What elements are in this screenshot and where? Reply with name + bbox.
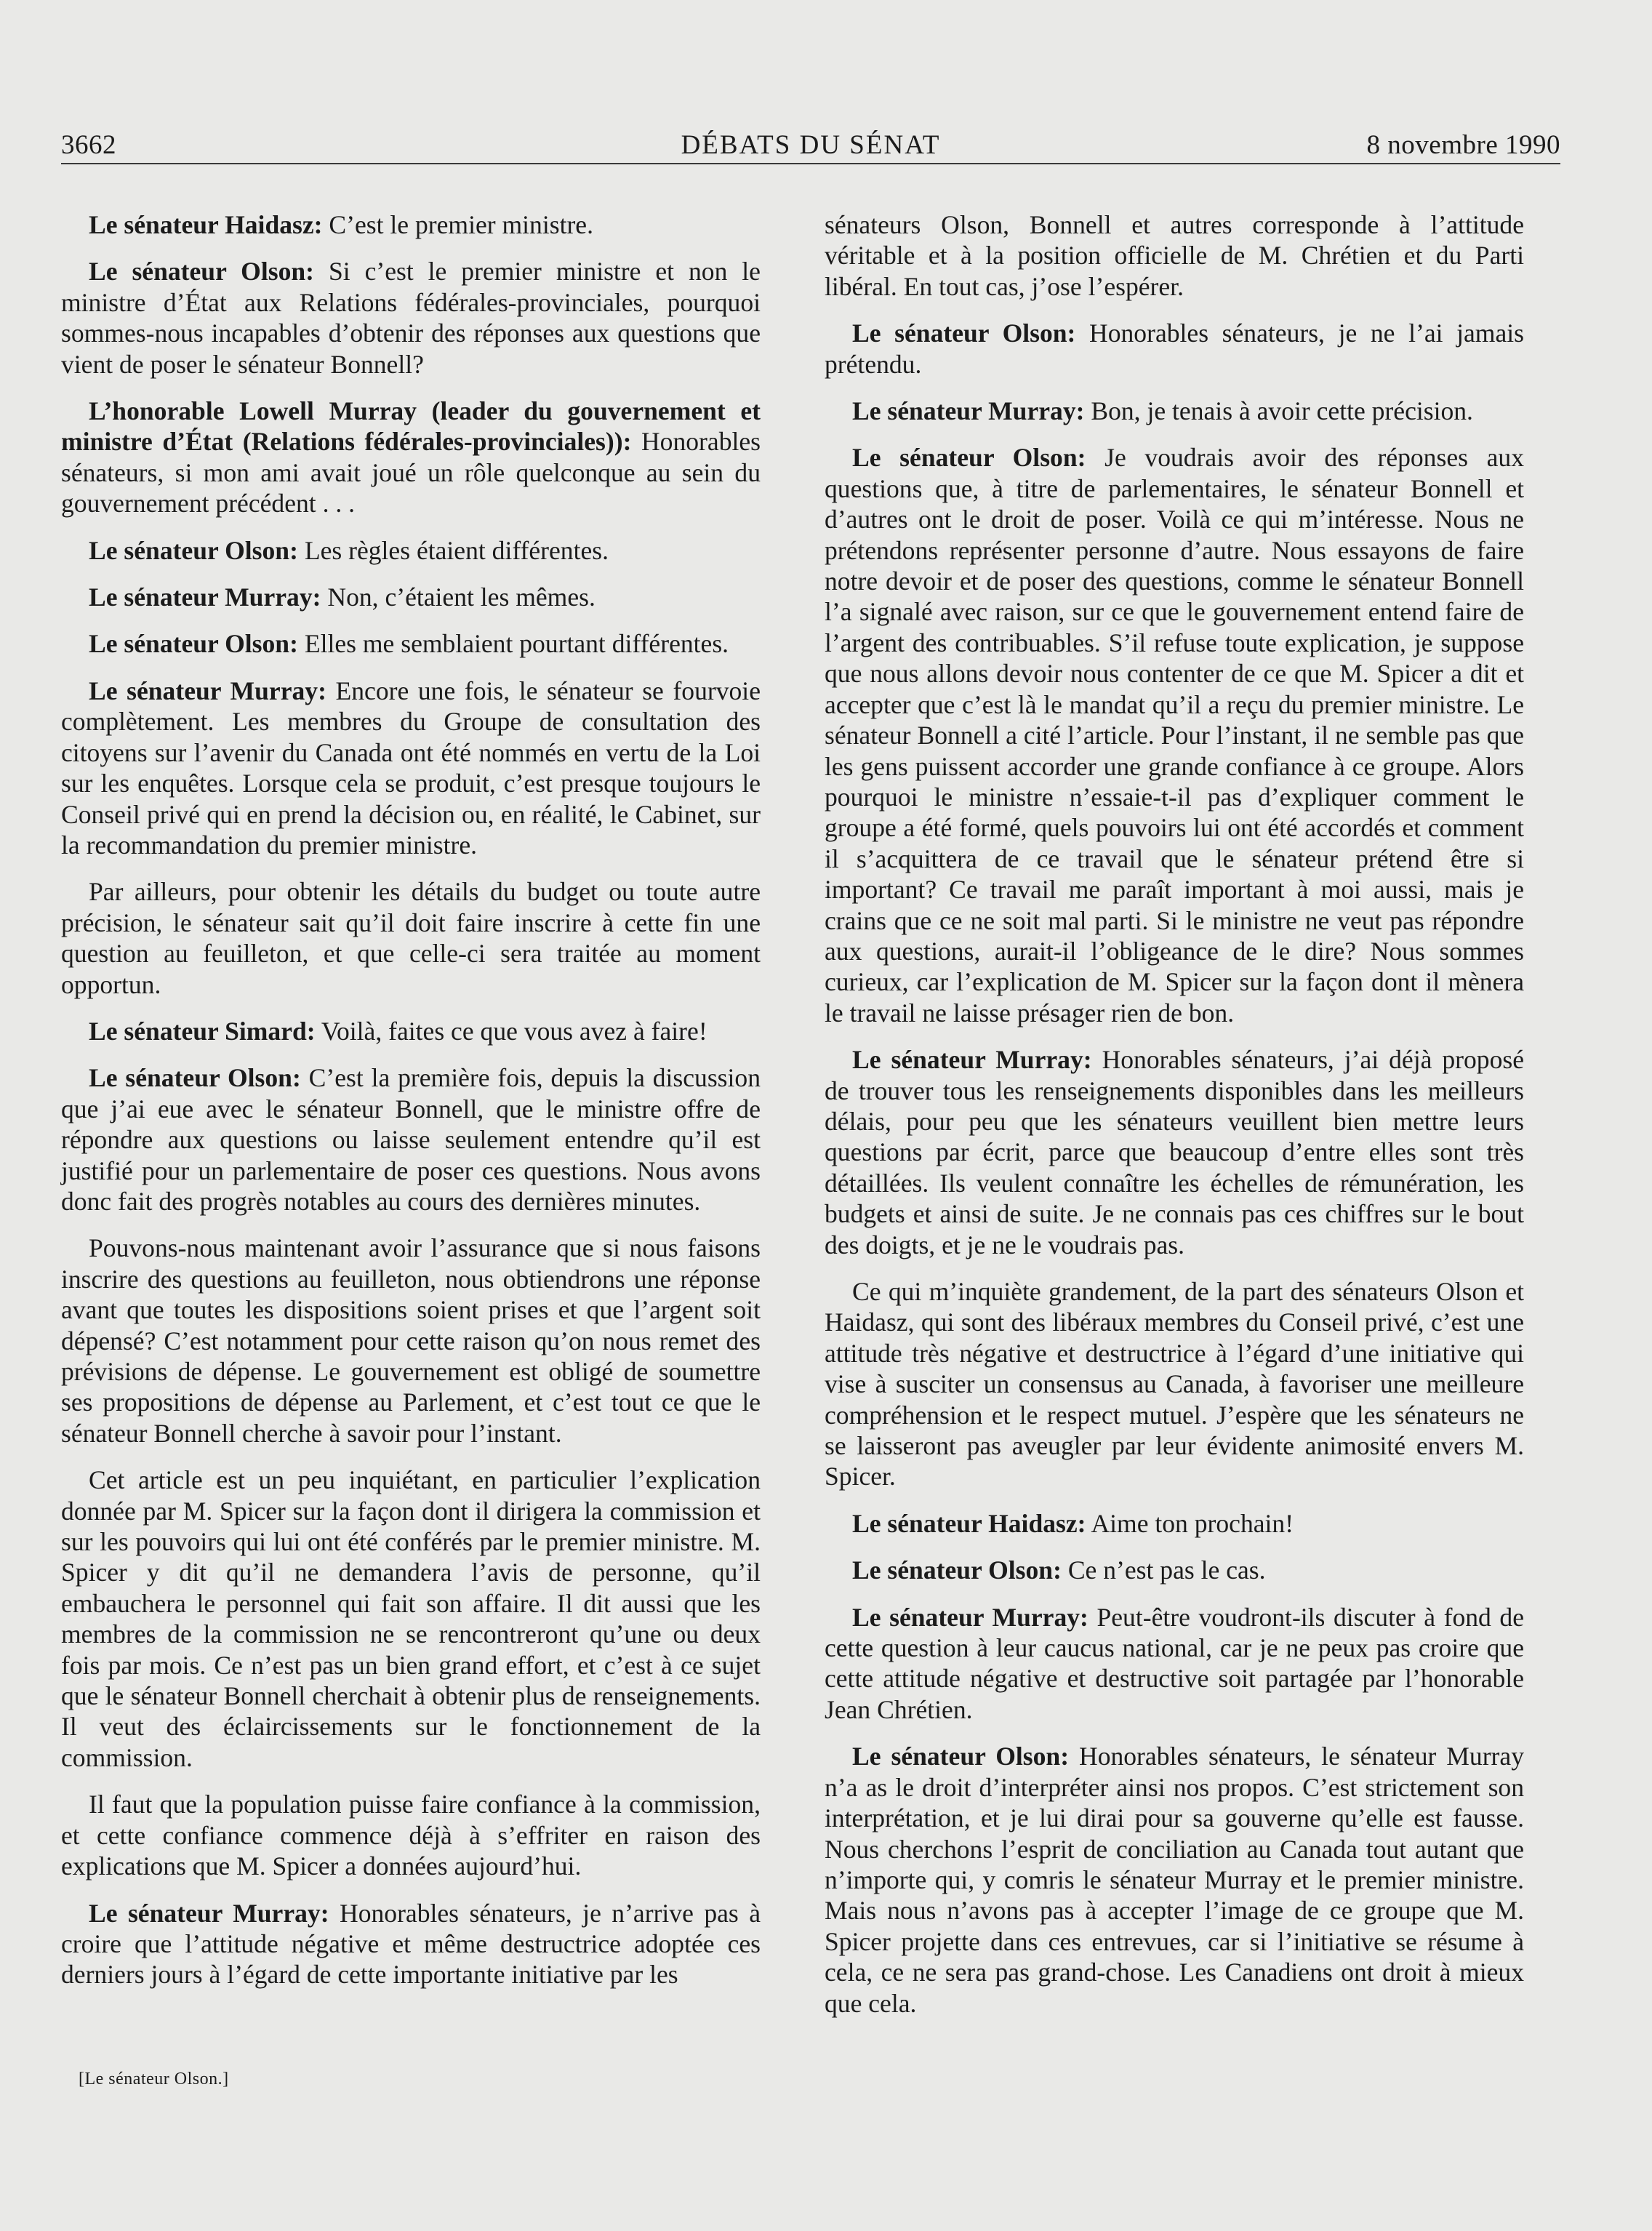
speech-text: Voilà, faites ce que vous avez à faire! <box>315 1016 707 1046</box>
footnote: [Le sénateur Olson.] <box>79 2070 229 2088</box>
speech-text: Ce n’est pas le cas. <box>1061 1555 1266 1585</box>
speech-text: Pouvons-nous maintenant avoir l’assurance que si nous faisons inscrire des questions au feuilleton, nous obtiendrons une réponse avant que toutes les dispositions soient prises et que l’argent soit dépensé? C’est notamment pour cette raison qu’on nous remet des prévisions de dépense. Le gouvernement est obligé de soumettre ses propositions de dépense au Parlement, et c’est tout ce que le sénateur Bonnell cherche à savoir pour l’instant. <box>61 1233 761 1448</box>
speech-text: Ce qui m’inquiète grandement, de la part des sénateurs Olson et Haidasz, qui sont des libéraux membres du Conseil privé, c’est une attitude très négative et destructrice à l’égard d’une initiative qui vise à susciter un consensus au Canada, à favoriser une meilleure compréhension et le respect mutuel. J’espère que les sénateurs ne se laisseront pas aveugler par leur évidente animosité envers M. Spicer. <box>825 1277 1524 1491</box>
paragraph <box>825 318 1524 380</box>
page-title: DÉBATS DU SÉNAT <box>681 130 941 160</box>
speech-text: Cet article est un peu inquiétant, en particulier l’explication donnée par M. Spicer sur la façon dont il dirigera la commission et sur les pouvoirs qui lui ont été conférés par le premier ministre. M. Spicer y dit qu’il ne demandera l’avis de personne, qu’il embauchera le personnel qui fait son affaire. Il dit aussi que les membres de la commission ne se rencontreront qu’une ou deux fois par mois. Ce n’est pas un bien grand effort, et c’est à ce sujet que le sénateur Bonnell cherchait à obtenir plus de renseignements. Il veut des éclaircissements sur le fonctionnement de la commission. <box>61 1465 761 1772</box>
paragraph <box>61 1898 761 1990</box>
speaker-name: Le sénateur Haidasz: <box>852 1508 1086 1538</box>
speech-text: Je voudrais avoir des réponses aux questions que, à titre de parlementaires, le sénateur Bonnell et d’autres ont le droit de poser. Voilà ce qui m’intéresse. Nous ne prétendons représenter personne d’autre. Nous essayons de faire notre devoir et de poser des questions, comme le sénateur Bonnell l’a signalé avec raison, sur ce que le gouvernement entend faire de l’argent des contribuables. S’il refuse toute explication, je suppose que nous allons devoir nous contenter de ce que M. Spicer a dit et accepter que c’est là le mandat qu’il a reçu du premier ministre. Le sénateur Bonnell a cité l’article. Pour l’instant, il ne semble pas que les gens puissent accorder une grande confiance à ce groupe. Alors pourquoi le ministre n’essaie-t-il pas d’expliquer comment le groupe a été formé, quels pouvoirs lui ont été accordés et comment il s’acquittera de ce travail que le sénateur prétend être si important? Ce travail me paraît important à moi aussi, mais je crains que ce ne soit mal parti. Si le ministre ne veut pas répondre aux questions, aurait-il l’obligeance de le dire? Nous sommes curieux, car l’explication de M. Spicer sur la façon dont il mènera le travail ne laisse présager rien de bon. <box>825 443 1524 1028</box>
paragraph <box>825 1602 1524 1726</box>
speech-text: Bon, je tenais à avoir cette précision. <box>1084 396 1473 426</box>
paragraph <box>61 1016 761 1046</box>
speaker-name: Le sénateur Murray: <box>852 1045 1092 1075</box>
paragraph <box>61 535 761 566</box>
speech-text: Non, c’étaient les mêmes. <box>321 582 596 612</box>
paragraph <box>825 1044 1524 1260</box>
paragraph <box>61 396 761 519</box>
page-header <box>61 125 1560 166</box>
paragraph <box>61 209 761 240</box>
paragraph <box>825 1741 1524 2019</box>
speech-text: Honorables sénateurs, si mon ami avait joué un rôle quelconque au sein du gouvernement précédent . . . <box>61 427 761 518</box>
speech-text: Honorables sénateurs, je n’arrive pas à croire que l’attitude négative et même destructrice adoptée ces derniers jours à l’égard de cette importante initiative par les <box>61 1898 761 1990</box>
speaker-name: Le sénateur Murray: <box>852 396 1085 426</box>
paragraph <box>61 1789 761 1881</box>
speech-text: Si c’est le premier ministre et non le ministre d’État aux Relations fédérales-provinciales, pourquoi sommes-nous incapables d’obtenir des réponses aux questions que vient de poser le sénateur Bonnell? <box>61 257 761 379</box>
speaker-name: Le sénateur Olson: <box>89 629 298 659</box>
page-number: 3662 <box>61 130 116 160</box>
left-column <box>61 209 761 2006</box>
speech-text: Aime ton prochain! <box>1086 1508 1294 1538</box>
header-rule <box>61 163 1560 164</box>
speech-text: Par ailleurs, pour obtenir les détails du budget ou toute autre précision, le sénateur sait qu’il doit faire inscrire à cette fin une question au feuilleton, et que celle-ci sera traitée au moment opportun. <box>61 877 761 999</box>
right-column <box>825 209 1524 2035</box>
speaker-name: Le sénateur Olson: <box>89 535 298 565</box>
speech-text: Les règles étaient différentes. <box>297 535 609 565</box>
speaker-name: Le sénateur Murray: <box>89 582 321 612</box>
speaker-name: Le sénateur Olson: <box>852 443 1086 473</box>
paragraph <box>61 628 761 659</box>
paragraph <box>825 396 1524 426</box>
paragraph <box>825 1276 1524 1492</box>
speaker-name: Le sénateur Olson: <box>852 1555 1062 1585</box>
speech-text: Elles me semblaient pourtant différentes. <box>297 629 729 659</box>
paragraph <box>61 1465 761 1773</box>
paragraph <box>61 876 761 1000</box>
paragraph <box>61 1062 761 1217</box>
paragraph <box>825 1508 1524 1539</box>
paragraph <box>61 676 761 860</box>
page-date: 8 novembre 1990 <box>1366 130 1560 160</box>
speaker-name: Le sénateur Murray: <box>852 1602 1088 1632</box>
speaker-name: Le sénateur Haidasz: <box>89 210 323 239</box>
speech-text: Encore une fois, le sénateur se fourvoie complètement. Les membres du Groupe de consultation des citoyens sur l’avenir du Canada ont été nommés en vertu de la Loi sur les enquêtes. Lorsque cela se produit, c’est presque toujours le Conseil privé qui en prend la décision ou, en réalité, le Cabinet, sur la recommandation du premier ministre. <box>61 676 761 860</box>
speaker-name: Le sénateur Murray: <box>89 1898 329 1928</box>
speech-text: sénateurs Olson, Bonnell et autres corresponde à l’attitude véritable et à la position officielle de M. Chrétien et du Parti libéral. En tout cas, j’ose l’espérer. <box>825 210 1524 301</box>
paragraph <box>61 256 761 380</box>
speaker-name: Le sénateur Murray: <box>89 676 326 705</box>
speech-text: Peut-être voudront-ils discuter à fond de cette question à leur caucus national, car je ne peux pas croire que cette attitude négative et destructive soit partagée par l’honorable Jean Chrétien. <box>825 1602 1524 1724</box>
speech-text: C’est la première fois, depuis la discussion que j’ai eue avec le sénateur Bonnell, que le ministre offre de répondre aux questions ou laisse seulement entendre qu’il est justifié pour un parlementaire de poser ces questions. Nous avons donc fait des progrès notables au cours des dernières minutes. <box>61 1063 761 1216</box>
speech-text: Il faut que la population puisse faire confiance à la commission, et cette confiance commence déjà à s’effriter en raison des explications que M. Spicer a données aujourd’hui. <box>61 1790 761 1881</box>
speaker-name: Le sénateur Olson: <box>852 1742 1070 1771</box>
speech-text: C’est le premier ministre. <box>322 210 593 239</box>
speaker-name: Le sénateur Olson: <box>89 1063 301 1093</box>
paragraph <box>825 1555 1524 1585</box>
paragraph <box>825 442 1524 1028</box>
speaker-name: Le sénateur Simard: <box>89 1016 316 1046</box>
speech-text: Honorables sénateurs, le sénateur Murray n’a as le droit d’interpréter ainsi nos propos. C’est strictement son interprétation, et je lui dirai pour sa gouverne qu’elle est fausse. Nous cherchons l’esprit de conciliation au Canada tout autant que n’importe qui, y comris le sénateur Murray et le premier ministre. Mais nous n’avons pas à accepter l’image de ce groupe que M. Spicer projette dans ces entrevues, car si l’initiative se résume à cela, ce ne sera pas grand-chose. Les Canadiens ont droit à mieux que cela. <box>825 1742 1524 2018</box>
speech-text: Honorables sénateurs, je ne l’ai jamais prétendu. <box>825 319 1524 379</box>
paragraph <box>825 209 1524 302</box>
speaker-name: L’honorable Lowell Murray (leader du gouvernement et ministre d’État (Relations fédérales-provinciales)): <box>61 396 761 457</box>
speaker-name: Le sénateur Olson: <box>852 319 1076 348</box>
speech-text: Honorables sénateurs, j’ai déjà proposé de trouver tous les renseignements disponibles dans les meilleurs délais, pour peu que les sénateurs veuillent bien mettre leurs questions par écrit, parce que beaucoup d’entre elles sont très détaillées. Ils veulent connaître les échelles de rémunération, les budgets et ainsi de suite. Je ne connais pas ces chiffres sur le bout des doigts, et je ne le voudrais pas. <box>825 1045 1524 1259</box>
speaker-name: Le sénateur Olson: <box>89 257 315 287</box>
paragraph <box>61 1233 761 1449</box>
paragraph <box>61 582 761 612</box>
